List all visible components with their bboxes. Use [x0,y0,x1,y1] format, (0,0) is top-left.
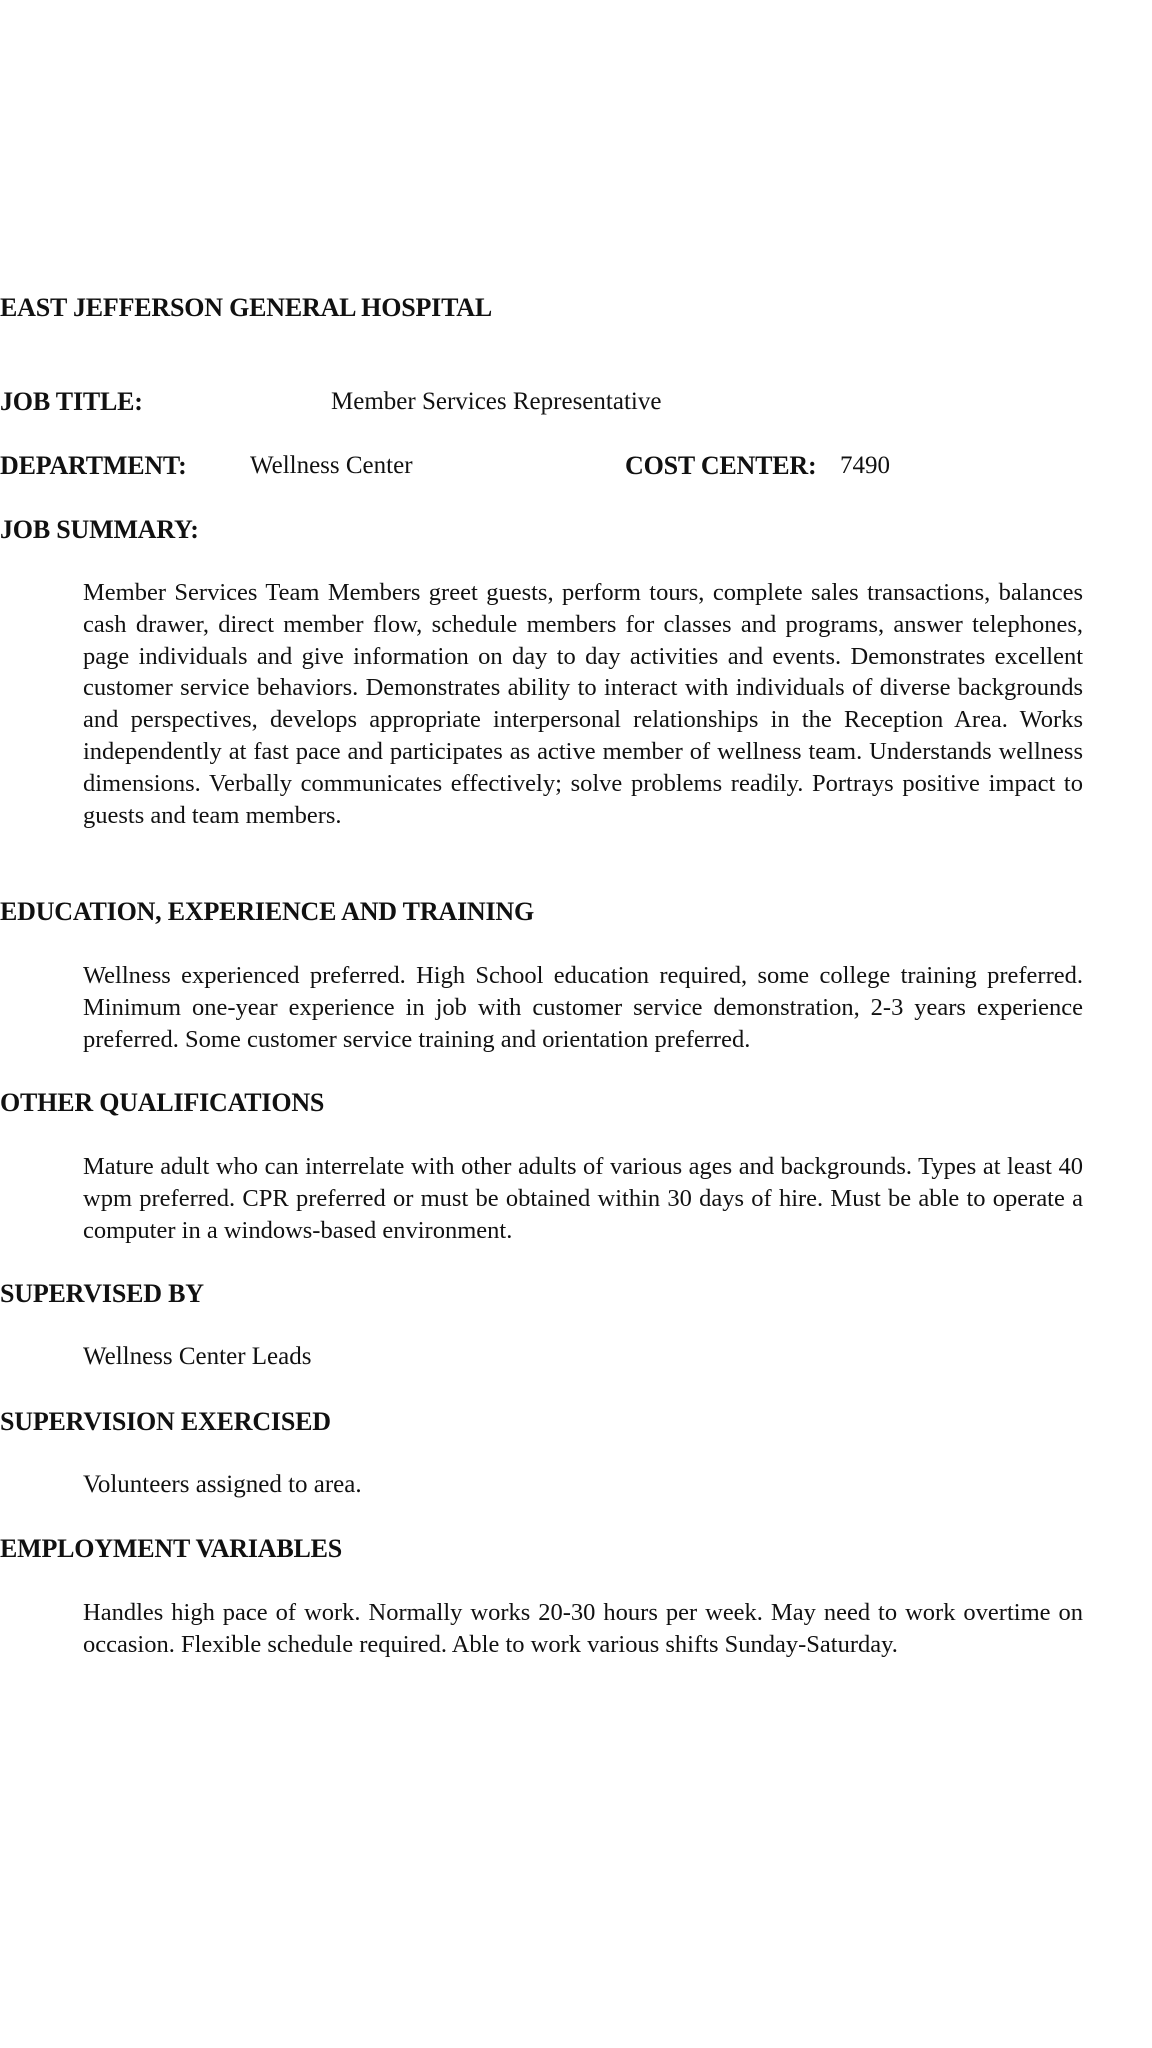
education-heading: EDUCATION, EXPERIENCE AND TRAINING [0,897,534,926]
supervised-by-heading: SUPERVISED BY [0,1279,204,1308]
employment-variables-heading: EMPLOYMENT VARIABLES [0,1534,343,1563]
job-title-value: Member Services Representative [331,388,662,415]
supervision-exercised-heading: SUPERVISION EXERCISED [0,1407,331,1436]
other-qualifications-text: Mature adult who can interrelate with other adults of various ages and backgrounds. Types at least 40 wpm preferred. CPR preferred or must be obtained within 30 days of hire. Must be able to operate a computer in a windows-based environment. [83,1153,1083,1244]
education-text: Wellness experienced preferred. High School education required, some college training preferred. Minimum one-year experience in job with customer service demonstration, 2-3 years experience preferred. Some customer service training and orientation preferred. [83,962,1083,1053]
organization-title: EAST JEFFERSON GENERAL HOSPITAL [0,293,493,322]
job-summary-heading: JOB SUMMARY: [0,515,199,544]
department-value: Wellness Center [250,452,413,479]
job-summary-text: Member Services Team Members greet guests, perform tours, complete sales transactions, balances cash drawer, direct member flow, schedule members for classes and programs, answer telephones, page individuals and give information on day to day activities and events. Demonstrates excellent customer service behaviors. Demonstrates ability to interact with individuals of diverse backgrounds and perspectives, develops appropriate interpersonal relationships in the Reception Area. Works independently at fast pace and participates as active member of wellness team. Understands wellness dimensions. Verbally communicates effectively; solve problems readily. Portrays positive impact to guests and team members. [83,579,1083,829]
cost-center-value: 7490 [840,452,890,479]
job-title-label: JOB TITLE: [0,387,143,416]
supervision-exercised-text: Volunteers assigned to area. [83,1471,362,1498]
department-label: DEPARTMENT: [0,451,187,480]
cost-center-label: COST CENTER: [625,451,817,480]
supervised-by-text: Wellness Center Leads [83,1343,312,1370]
employment-variables-text: Handles high pace of work. Normally works 20-30 hours per week. May need to work overtime on occasion. Flexible schedule required. Able to work various shifts Sunday-Saturday. [83,1599,1083,1658]
other-qualifications-heading: OTHER QUALIFICATIONS [0,1088,325,1117]
